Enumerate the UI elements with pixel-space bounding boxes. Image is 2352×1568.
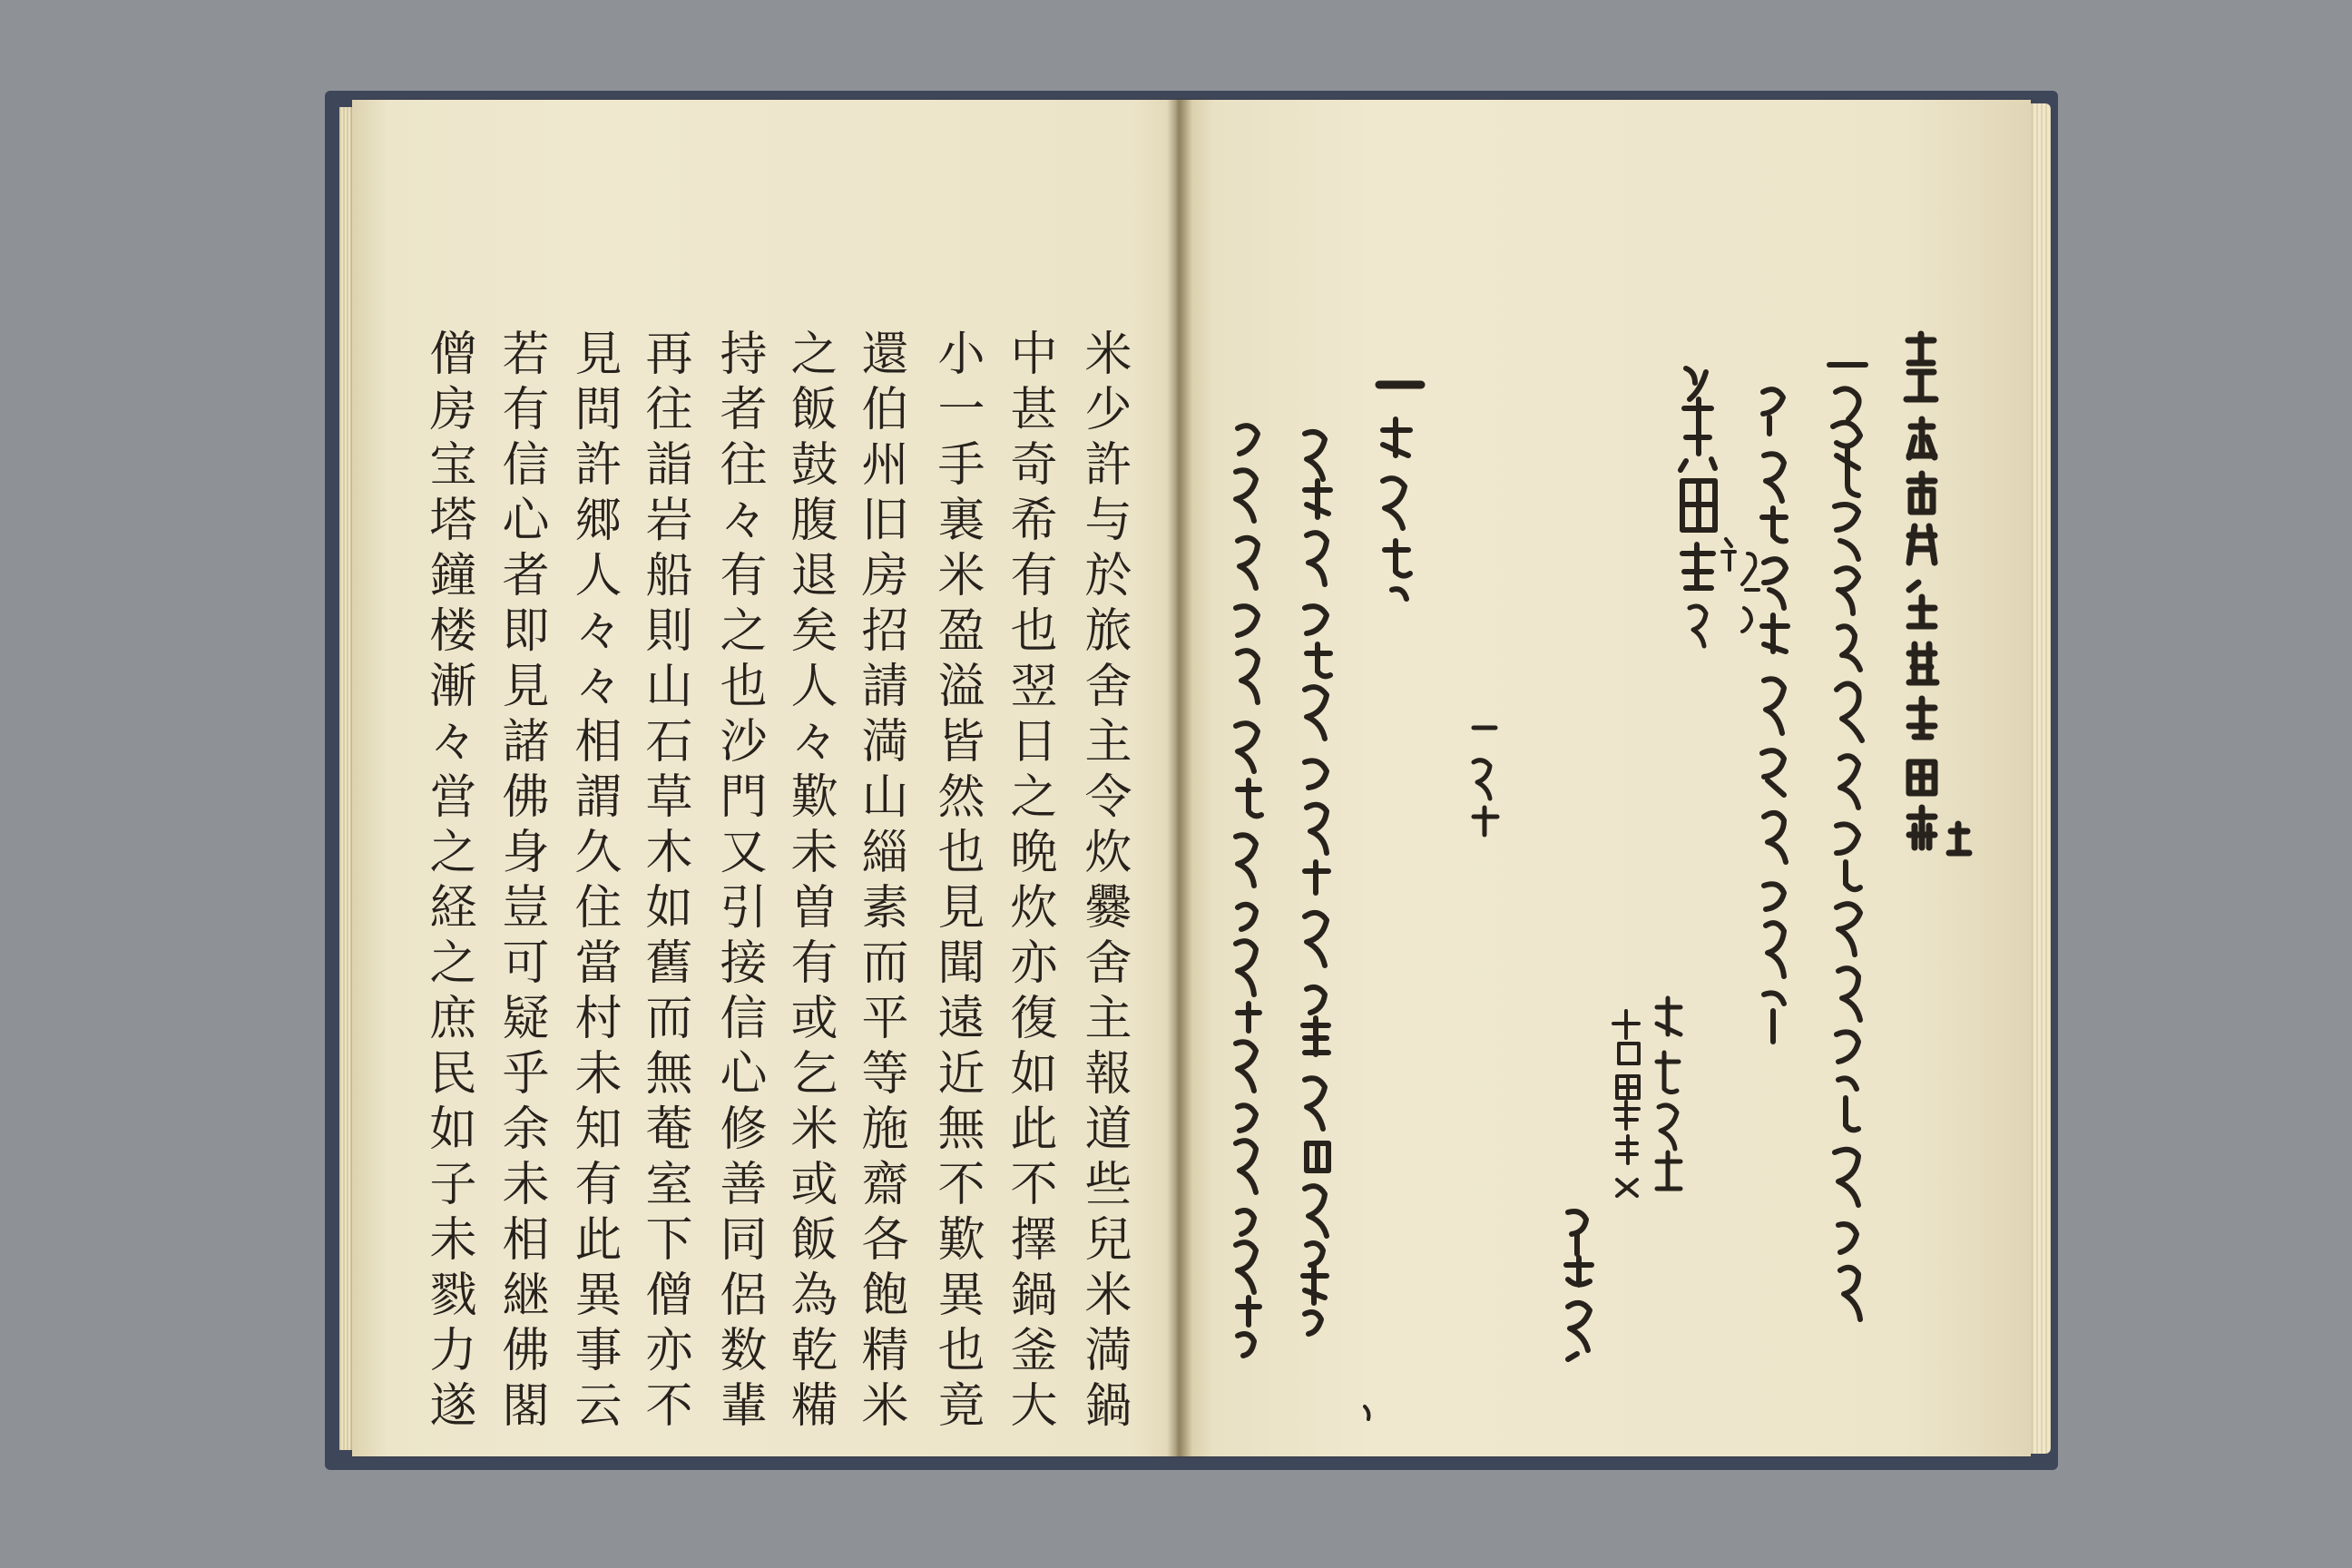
left-page-column-3: 小一手裏米盈溢皆然也見聞遠近無不歎異也竟 — [929, 328, 984, 1436]
signature-block-1 — [1613, 998, 1681, 1196]
right-page-brush-calligraphy — [1178, 100, 2031, 1456]
left-page-column-4: 還伯州旧房招請満山緇素而平等施齋各飽精米 — [853, 328, 907, 1436]
left-page-column-8: 見問許郷人々々相謂久住當村未知有此異事云 — [566, 328, 621, 1436]
left-page — [352, 100, 1205, 1456]
left-page-column-7: 再往詣岩船則山石草木如舊而無菴室下僧亦不 — [637, 328, 691, 1436]
signature-block-2 — [1566, 1211, 1592, 1359]
book-gutter — [1167, 100, 1192, 1456]
left-page-column-9: 若有信心者即見諸佛身豈可疑乎余未相継佛閣 — [494, 328, 548, 1436]
left-page-column-2: 中甚奇希有也翌日之晩炊亦復如此不擇鍋釜大 — [1002, 328, 1056, 1436]
entry-column-2 — [1762, 389, 1788, 1042]
left-page-column-6: 持者往々有之也沙門又引接信心修善同侶数輩 — [711, 328, 766, 1436]
entry-column-3 — [1681, 368, 1759, 646]
heading-column — [1906, 334, 1969, 853]
entry-column-1 — [1829, 365, 1866, 1319]
right-page — [1178, 100, 2031, 1456]
stray-mark — [1365, 1406, 1369, 1419]
entry-column-6 — [1236, 426, 1261, 1356]
left-page-column-10: 僧房宝塔鐘楼漸々営之経之庶民如子未戮力遂 — [421, 328, 475, 1436]
left-page-column-1: 米少許与於旅舍主令炊爨舍主報道些兒米満鍋 — [1076, 328, 1131, 1436]
open-book — [316, 91, 2067, 1475]
entry-column-4 — [1383, 419, 1497, 835]
entry-column-5 — [1303, 432, 1330, 1334]
left-page-column-5: 之飯鼓腹退矣人々歎未曽有或乞米或飯為乾糒 — [782, 328, 837, 1436]
